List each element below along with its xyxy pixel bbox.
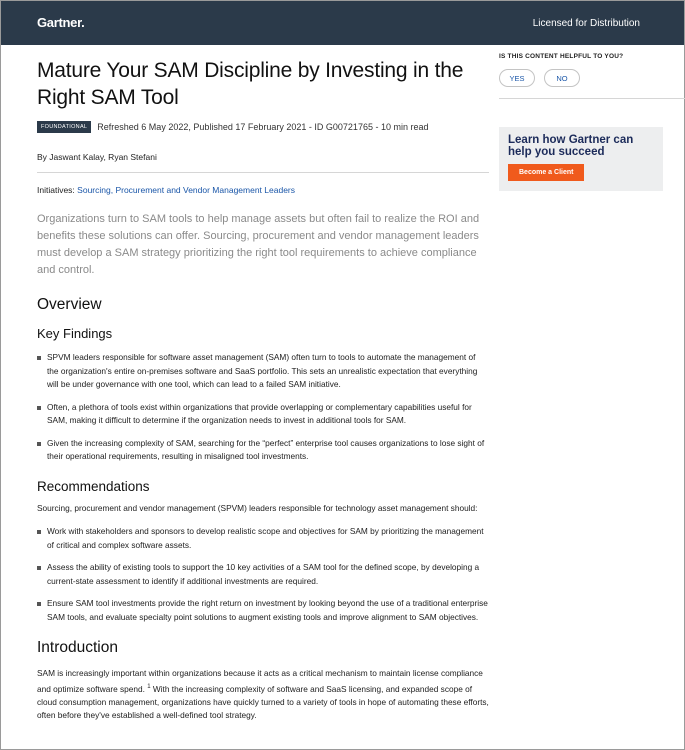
gartner-logo[interactable]: Gartner. xyxy=(37,15,85,30)
recommendations-heading: Recommendations xyxy=(37,478,150,494)
right-sidebar xyxy=(499,45,685,191)
introduction-heading: Introduction xyxy=(37,639,118,656)
list-item: Work with stakeholders and sponsors to develop realistic scope and objectives for SAM by prioritizing the management of critical and complex software assets. xyxy=(37,525,489,552)
helpful-buttons xyxy=(499,69,685,87)
list-item: Often, a plethora of tools exist within organizations that provide overlapping or complementary capabilities useful for SAM, making it difficult to determine if the organization needs to invest in additional tools for SAM. xyxy=(37,401,489,428)
initiatives-label: Initiatives: xyxy=(37,185,75,195)
intro-text-1: SAM is increasingly important within organizations because it acts as a critical mechanism to maintain license compliance and optimize software spend. xyxy=(37,668,483,694)
recommendations-list xyxy=(37,525,489,624)
intro-text-2: With the increasing complexity of software and SaaS licensing, and expanded scope of cloud consumption management, organizations have quickly turned to a variety of tools in hope of automating these efforts, often before they've established a well-defined tool strategy. xyxy=(37,683,489,721)
key-findings-list xyxy=(37,351,489,464)
become-client-button[interactable]: Become a Client xyxy=(508,164,584,181)
divider xyxy=(37,172,489,173)
top-header-bar xyxy=(1,1,684,45)
authors-line: By Jaswant Kalay, Ryan Stefani xyxy=(37,152,157,162)
overview-heading: Overview xyxy=(37,296,102,313)
initiatives-link[interactable]: Sourcing, Procurement and Vendor Management Leaders xyxy=(77,185,296,195)
footnote-ref[interactable]: 1 xyxy=(147,683,151,690)
publish-info: Refreshed 6 May 2022, Published 17 February 2021 - ID G00721765 - 10 min read xyxy=(97,122,429,132)
list-item: Assess the ability of existing tools to support the 10 key activities of a SAM tool for the defined scope, by developing a current-state assessment to identify if additional investments are required. xyxy=(37,561,489,588)
yes-button[interactable]: YES xyxy=(499,69,535,87)
recommendations-intro: Sourcing, procurement and vendor management (SPVM) leaders responsible for technology asset management should: xyxy=(37,502,478,513)
page-title: Mature Your SAM Discipline by Investing in the Right SAM Tool xyxy=(37,59,464,109)
key-findings-heading: Key Findings xyxy=(37,326,113,341)
initiatives-line xyxy=(37,185,489,195)
no-button[interactable]: NO xyxy=(544,69,580,87)
helpful-question: IS THIS CONTENT HELPFUL TO YOU? xyxy=(499,53,624,60)
introduction-paragraph xyxy=(37,667,489,723)
promo-box xyxy=(499,127,663,191)
list-item: Ensure SAM tool investments provide the right return on investment by looking beyond the use of a traditional enterprise SAM tools, and evaluate specialty point solutions to augment existing tools and improve alignment to SAM objectives. xyxy=(37,597,489,624)
license-label: Licensed for Distribution xyxy=(532,18,640,29)
list-item: Given the increasing complexity of SAM, searching for the “perfect” enterprise tool causes organizations to lose sight of their operational requirements, resulting in misaligned tool investments. xyxy=(37,437,489,464)
promo-title: Learn how Gartner can help you succeed xyxy=(508,134,634,158)
article-main xyxy=(37,45,489,723)
foundational-badge: FOUNDATIONAL xyxy=(37,121,91,133)
list-item: SPVM leaders responsible for software asset management (SAM) often turn to tools to automate the management of the organization's entire on-premises software and SaaS portfolio. This sets an unrealistic expectation that everything will be under governance with one tool, which can lead to a failed SAM initiative. xyxy=(37,351,489,392)
article-meta xyxy=(37,121,489,133)
sidebar-divider xyxy=(499,98,685,99)
summary-lead: Organizations turn to SAM tools to help manage assets but often fail to realize the ROI and benefits these solutions can offer. Sourcing, procurement and vendor management leaders must develop a SAM strategy prioritizing the right tool requirements to achieve compliance and control. xyxy=(37,213,480,276)
